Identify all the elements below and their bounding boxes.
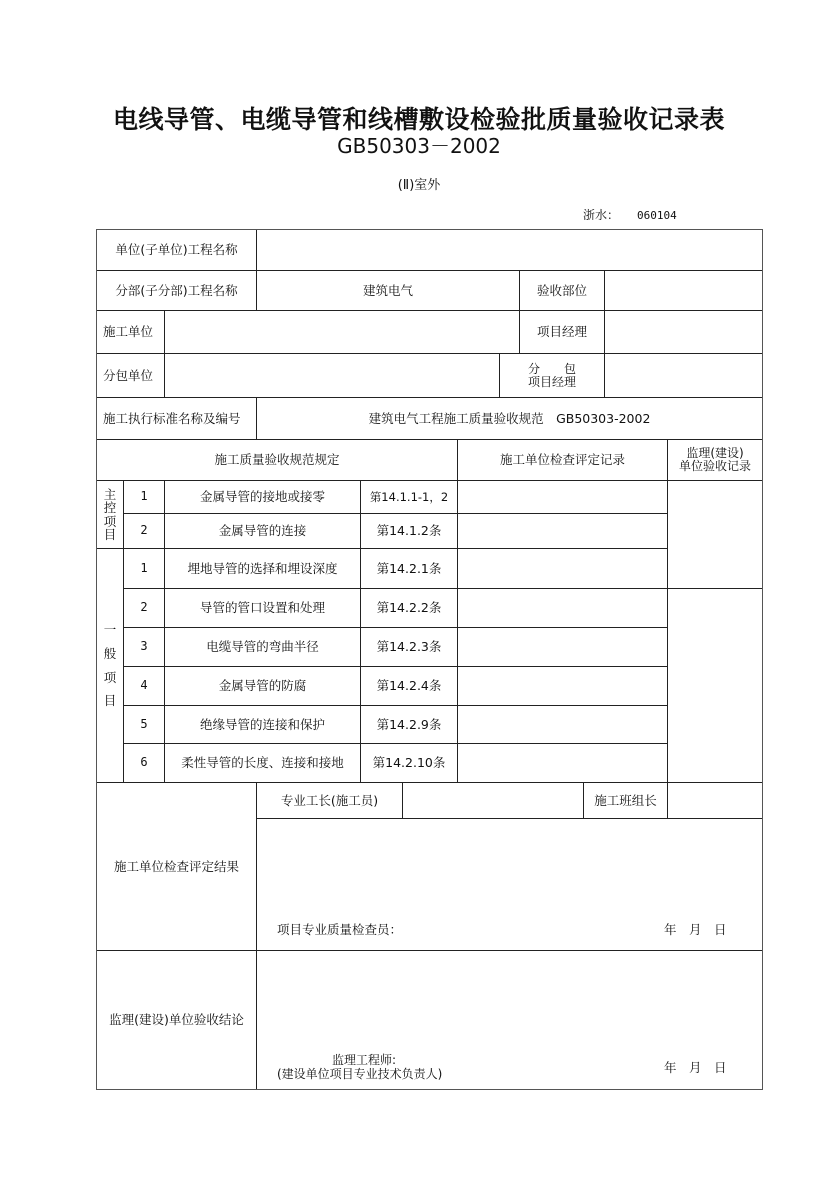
acceptance-part-field[interactable]	[605, 271, 762, 311]
serial-label: 浙水：	[583, 208, 620, 222]
sub-pm-label-line1: 分 包	[527, 361, 576, 376]
general-item-record[interactable]	[458, 589, 668, 628]
foreman-label: 专业工长(施工员)	[257, 783, 403, 819]
general-char: 一	[103, 622, 117, 637]
general-item-name: 绝缘导管的连接和保护	[165, 706, 361, 744]
general-items-label	[97, 549, 124, 783]
general-item-clause: 第14.2.4条	[361, 667, 458, 706]
sub-project-label: 分部(子分部)工程名称	[97, 271, 257, 311]
main-item-record[interactable]	[458, 514, 668, 549]
general-item-clause: 第14.2.9条	[361, 706, 458, 744]
general-item-clause: 第14.2.2条	[361, 589, 458, 628]
general-item-clause: 第14.2.3条	[361, 628, 458, 667]
main-control-char: 项	[103, 513, 117, 529]
serial-number	[583, 206, 677, 223]
sub-project-field[interactable]: 建筑电气	[257, 271, 520, 311]
contractor-result-area[interactable]	[257, 819, 762, 951]
main-item-number: 2	[124, 514, 165, 549]
general-item-name: 导管的管口设置和处理	[165, 589, 361, 628]
standard-field[interactable]: 建筑电气工程施工质量验收规范 GB50303-2002	[257, 398, 762, 440]
serial-value: 060104	[637, 209, 677, 222]
sub-pm-label-line2: 项目经理	[527, 374, 576, 389]
supervising-engineer-note: (建设单位项目专业技术负责人)	[277, 1067, 443, 1081]
general-item-record[interactable]	[458, 667, 668, 706]
main-control-char: 主	[103, 487, 117, 503]
sub-project-manager-field[interactable]	[605, 354, 762, 398]
contractor-record-column-header: 施工单位检查评定记录	[458, 440, 668, 481]
general-item-record[interactable]	[458, 706, 668, 744]
supervisor-result-date: 年 月 日	[664, 1060, 727, 1075]
subcontractor-label: 分包单位	[97, 354, 165, 398]
general-char: 般	[103, 645, 117, 661]
general-item-record[interactable]	[458, 628, 668, 667]
sub-project-manager-label	[500, 354, 605, 398]
general-item-name: 埋地导管的选择和埋设深度	[165, 549, 361, 589]
subcontractor-field[interactable]	[165, 354, 500, 398]
main-control-char: 控	[103, 500, 117, 516]
unit-project-field[interactable]	[257, 230, 762, 271]
main-control-label	[97, 481, 124, 549]
project-manager-field[interactable]	[605, 311, 762, 354]
general-item-clause: 第14.2.10条	[361, 744, 458, 783]
main-item-name: 金属导管的接地或接零	[165, 481, 361, 514]
form-title: 电线导管、电缆导管和线槽敷设检验批质量验收记录表	[112, 105, 725, 134]
standard-code: GB50303－2002	[337, 134, 501, 158]
supervisor-record-header-line1: 监理(建设)	[686, 446, 744, 461]
supervisor-result-label: 监理(建设)单位验收结论	[97, 951, 257, 1089]
supervisor-result-area[interactable]	[257, 951, 762, 1089]
general-item-name: 金属导管的防腐	[165, 667, 361, 706]
general-item-number: 6	[124, 744, 165, 783]
general-item-number: 3	[124, 628, 165, 667]
foreman-field[interactable]	[403, 783, 584, 819]
project-manager-label: 项目经理	[520, 311, 605, 354]
main-item-clause: 第14.1.2条	[361, 514, 458, 549]
supervisor-general-record[interactable]	[668, 589, 762, 783]
standard-label: 施工执行标准名称及编号	[97, 398, 257, 440]
contractor-label: 施工单位	[97, 311, 165, 354]
main-item-number: 1	[124, 481, 165, 514]
team-leader-field[interactable]	[668, 783, 762, 819]
supervisor-record-header-line2: 单位验收记录	[678, 459, 751, 473]
supervisor-record-column-header	[668, 440, 762, 481]
main-item-record[interactable]	[458, 481, 668, 514]
main-item-clause: 第14.1.1-1，2	[361, 481, 458, 514]
general-item-name: 电缆导管的弯曲半径	[165, 628, 361, 667]
general-item-record[interactable]	[458, 549, 668, 589]
contractor-result-date: 年 月 日	[664, 922, 727, 937]
general-item-number: 1	[124, 549, 165, 589]
form-subtitle: (Ⅱ)室外	[397, 178, 441, 193]
supervisor-main-record[interactable]	[668, 481, 762, 589]
general-char: 目	[103, 693, 117, 709]
quality-inspector-label: 项目专业质量检查员：	[277, 922, 403, 937]
general-item-clause: 第14.2.1条	[361, 549, 458, 589]
supervising-engineer-label: 监理工程师:	[332, 1053, 397, 1067]
general-item-number: 5	[124, 706, 165, 744]
contractor-field[interactable]	[165, 311, 520, 354]
inspection-form-table	[96, 229, 763, 1090]
main-item-name: 金属导管的连接	[165, 514, 361, 549]
contractor-result-label: 施工单位检查评定结果	[97, 783, 257, 951]
general-item-number: 2	[124, 589, 165, 628]
team-leader-label: 施工班组长	[584, 783, 668, 819]
general-char: 项	[103, 669, 117, 685]
acceptance-part-label: 验收部位	[520, 271, 605, 311]
general-item-name: 柔性导管的长度、连接和接地	[165, 744, 361, 783]
general-item-record[interactable]	[458, 744, 668, 783]
spec-column-header: 施工质量验收规范规定	[97, 440, 458, 481]
main-control-char: 目	[103, 526, 117, 542]
general-item-number: 4	[124, 667, 165, 706]
unit-project-label: 单位(子单位)工程名称	[97, 230, 257, 271]
